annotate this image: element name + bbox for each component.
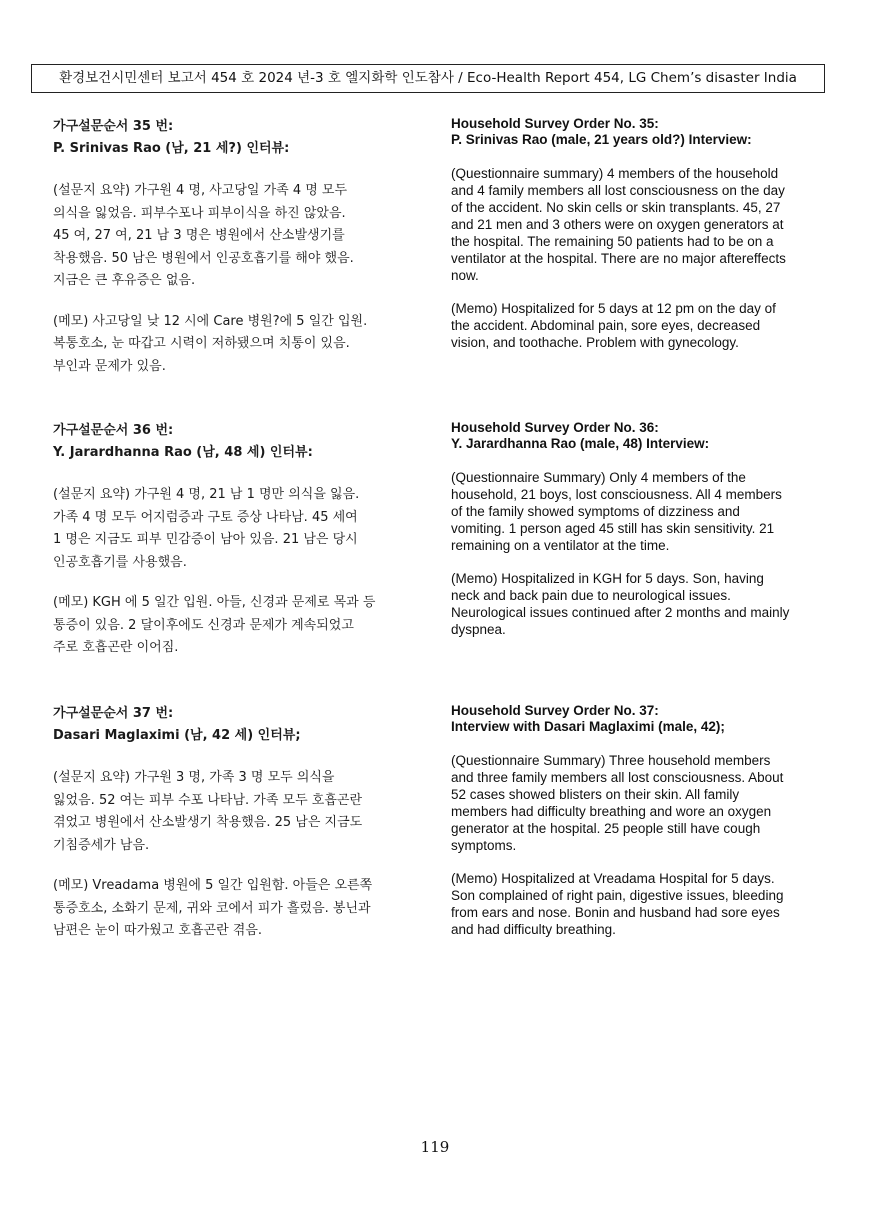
ko-summary-line: 잃었음. 52 여는 피부 수포 나타남. 가족 모두 호흡곤란	[53, 792, 363, 808]
ko-entry-subtitle: Y. Jarardhanna Rao (남, 48 세) 인터뷰:	[53, 445, 313, 460]
en-memo-line: from ears and nose. Bonin and husband had sore eyes	[451, 905, 780, 920]
ko-entry-title: 가구설문순서 35 번:	[53, 119, 174, 134]
en-memo-line: (Memo) Hospitalized at Vreadama Hospital for 5 days.	[451, 871, 775, 886]
ko-summary-line: 가족 4 명 모두 어지럼증과 구토 증상 나타남. 45 세여	[53, 509, 358, 525]
ko-summary-line: (설문지 요약) 가구원 3 명, 가족 3 명 모두 의식을	[53, 770, 335, 785]
en-summary-line: household, 21 boys, lost consciousness. All 4 members	[451, 487, 782, 502]
en-memo-line: (Memo) Hospitalized in KGH for 5 days. Son, having	[451, 571, 764, 586]
en-summary-line: remaining on a ventilator at the time.	[451, 538, 670, 553]
ko-summary-line: 기침증세가 남음.	[53, 837, 150, 853]
en-summary-line: symptoms.	[451, 838, 517, 853]
ko-memo-line: 통증이 있음. 2 달이후에도 신경과 문제가 계속되었고	[53, 617, 354, 633]
ko-summary-line: 45 여, 27 여, 21 남 3 명은 병원에서 산소발생기를	[53, 228, 345, 243]
ko-summary-line: 착용했음. 50 남은 병원에서 인공호흡기를 해야 했음.	[53, 250, 354, 266]
en-summary-line: ventilator at the hospital. There are no major aftereffects	[451, 251, 786, 266]
en-summary-line: and 4 family members all lost consciousness on the day	[451, 183, 785, 198]
en-summary-line: (Questionnaire Summary) Only 4 members of the	[451, 470, 746, 485]
en-memo-line: neck and back pain due to neurological issues.	[451, 588, 731, 603]
ko-memo-line: (메모) KGH 에 5 일간 입원. 아들, 신경과 문제로 목과 등	[53, 595, 376, 610]
en-summary-line: (Questionnaire summary) 4 members of the household	[451, 166, 779, 181]
en-entry-subtitle: Y. Jarardhanna Rao (male, 48) Interview:	[451, 436, 710, 451]
en-entry-subtitle: Interview with Dasari Maglaximi (male, 42);	[451, 719, 725, 734]
en-summary-line: and 21 men and 3 others were on oxygen generators at	[451, 217, 784, 232]
ko-summary-line: 겪었고 병원에서 산소발생기 착용했음. 25 남은 지금도	[53, 815, 363, 830]
report-header-text: 환경보건시민센터 보고서 454 호 2024 년-3 호 엘지화학 인도참사 / Eco-Health Report 454, LG Chem’s disaster India	[59, 70, 797, 86]
en-entry-title: Household Survey Order No. 35:	[451, 116, 659, 131]
en-memo-line: dyspnea.	[451, 622, 506, 637]
en-summary-line: (Questionnaire Summary) Three household members	[451, 753, 771, 768]
ko-memo-line: 남편은 눈이 따가웠고 호흡곤란 겪음.	[53, 923, 263, 938]
en-summary-line: members had difficulty breathing and wore an oxygen	[451, 804, 772, 819]
english-column	[451, 420, 831, 638]
ko-entry-title: 가구설문순서 37 번:	[53, 706, 174, 721]
en-summary-line: 52 cases showed blisters on their skin. All family	[451, 787, 740, 802]
en-summary-line: of the family showed symptoms of dizziness and	[451, 504, 740, 519]
english-column	[451, 116, 831, 351]
ko-memo-line: (메모) Vreadama 병원에 5 일간 입원함. 아들은 오른쪽	[53, 878, 373, 893]
ko-summary-line: (설문지 요약) 가구원 4 명, 사고당일 가족 4 명 모두	[53, 183, 348, 198]
ko-entry-subtitle: P. Srinivas Rao (남, 21 세?) 인터뷰:	[53, 141, 290, 156]
en-summary-line: of the accident. No skin cells or skin transplants. 45, 27	[451, 200, 781, 215]
report-header	[31, 64, 825, 93]
en-memo-line: Neurological issues continued after 2 months and mainly	[451, 605, 790, 620]
en-entry-title: Household Survey Order No. 37:	[451, 703, 659, 718]
korean-column	[53, 420, 433, 660]
en-summary-line: generator at the hospital. 25 people still have cough	[451, 821, 761, 836]
en-summary-line: vomiting. 1 person aged 45 still has skin sensitivity. 21	[451, 521, 775, 536]
ko-entry-title: 가구설문순서 36 번:	[53, 423, 174, 438]
en-summary-line: the hospital. The remaining 50 patients had to be on a	[451, 234, 774, 249]
en-memo-line: and had difficulty breathing.	[451, 922, 616, 937]
korean-column	[53, 703, 433, 943]
ko-memo-line: 주로 호흡곤란 이어짐.	[53, 640, 179, 655]
ko-summary-line: 의식을 잃었음. 피부수포나 피부이식을 하진 않았음.	[53, 205, 346, 221]
page-number: 119	[420, 1138, 450, 1156]
en-entry-title: Household Survey Order No. 36:	[451, 420, 659, 435]
en-memo-line: (Memo) Hospitalized for 5 days at 12 pm on the day of	[451, 301, 776, 316]
en-memo-line: Son complained of right pain, digestive issues, bleeding	[451, 888, 784, 903]
ko-memo-line: 복통호소, 눈 따갑고 시력이 저하됐으며 치통이 있음.	[53, 336, 350, 351]
en-memo-line: vision, and toothache. Problem with gynecology.	[451, 335, 739, 350]
ko-summary-line: 인공호흡기를 사용했음.	[53, 554, 187, 570]
ko-memo-line: 부인과 문제가 있음.	[53, 358, 166, 374]
ko-entry-subtitle: Dasari Maglaximi (남, 42 세) 인터뷰;	[53, 728, 301, 743]
en-summary-line: and three family members all lost consciousness. About	[451, 770, 784, 785]
en-memo-line: the accident. Abdominal pain, sore eyes, decreased	[451, 318, 761, 333]
ko-memo-line: (메모) 사고당일 낮 12 시에 Care 병원?에 5 일간 입원.	[53, 313, 368, 329]
ko-summary-line: 1 명은 지금도 피부 민감증이 남아 있음. 21 남은 당시	[53, 532, 358, 547]
korean-column	[53, 116, 433, 378]
en-entry-subtitle: P. Srinivas Rao (male, 21 years old?) Interview:	[451, 132, 752, 147]
ko-summary-line: (설문지 요약) 가구원 4 명, 21 남 1 명만 의식을 잃음.	[53, 487, 360, 502]
en-summary-line: now.	[451, 268, 479, 283]
english-column	[451, 703, 831, 938]
ko-summary-line: 지금은 큰 후유증은 없음.	[53, 273, 196, 288]
ko-memo-line: 통증호소, 소화기 문제, 귀와 코에서 피가 흘렀음. 봉닌과	[53, 900, 371, 916]
